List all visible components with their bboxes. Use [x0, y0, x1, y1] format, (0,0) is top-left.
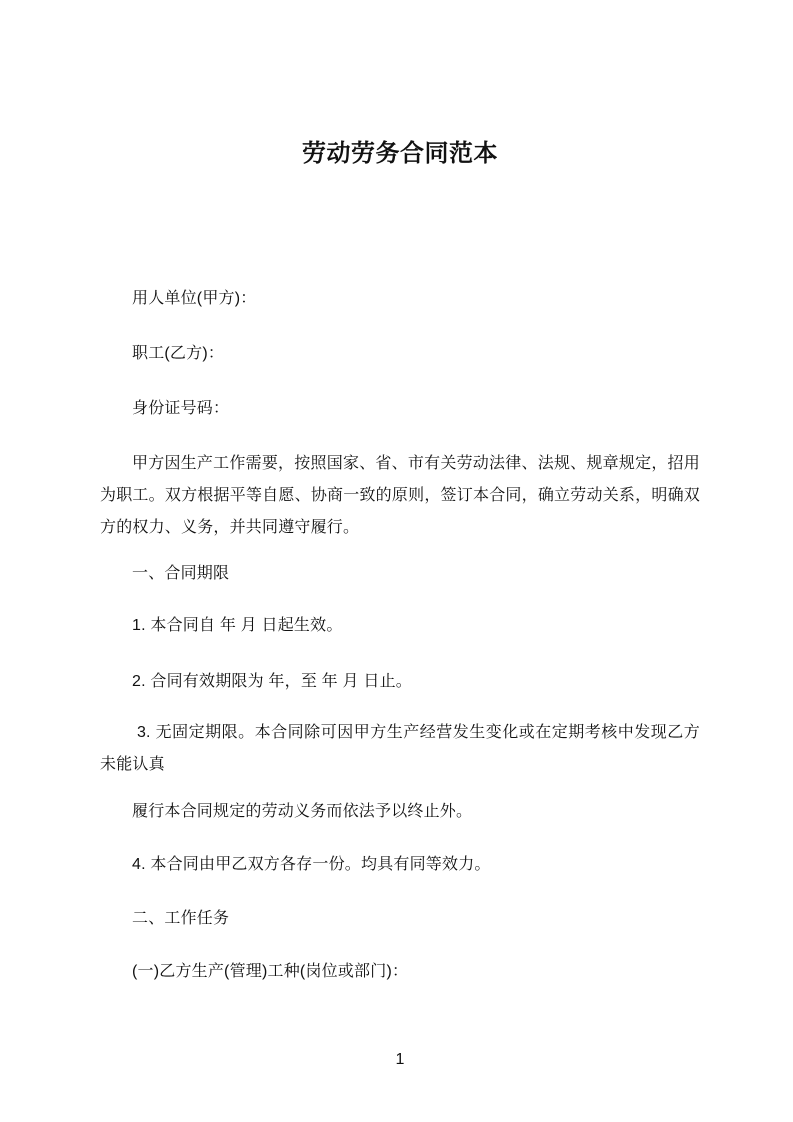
section-1-heading: 一、合同期限 [132, 565, 230, 582]
clause-1-4: 4. 本合同由甲乙双方各存一份。均具有同等效力。 [132, 856, 491, 873]
page-number: 1 [395, 1051, 405, 1068]
clause-1-3: 3. 无固定期限。本合同除可因甲方生产经营发生变化或在定期考核中发现乙方未能认真 [100, 724, 700, 773]
clause-2-1-label: (一)乙方生产(管理)工种(岗位或部门)： [132, 963, 409, 980]
clause-1-1: 1. 本合同自 年 月 日起生效。 [132, 617, 343, 634]
party-b-line: 职工(乙方)： [132, 345, 225, 362]
section-2-heading: 二、工作任务 [132, 910, 230, 927]
clause-1-3-continued: 履行本合同规定的劳动义务而依法予以终止外。 [132, 803, 473, 820]
preamble-paragraph: 甲方因生产工作需要，按照国家、省、市有关劳动法律、法规、规章规定，招用为职工。双方根据平等自愿、协商一致的原则，签订本合同，确立劳动关系，明确双方的权力、义务，并共同遵守履行。 [100, 455, 700, 536]
party-a-line: 用人单位(甲方)： [132, 290, 257, 307]
clause-1-2: 2. 合同有效期限为 年，至 年 月 日止。 [132, 673, 412, 690]
document-title: 劳动劳务合同范本 [302, 140, 498, 167]
id-number-line: 身份证号码： [132, 400, 230, 417]
